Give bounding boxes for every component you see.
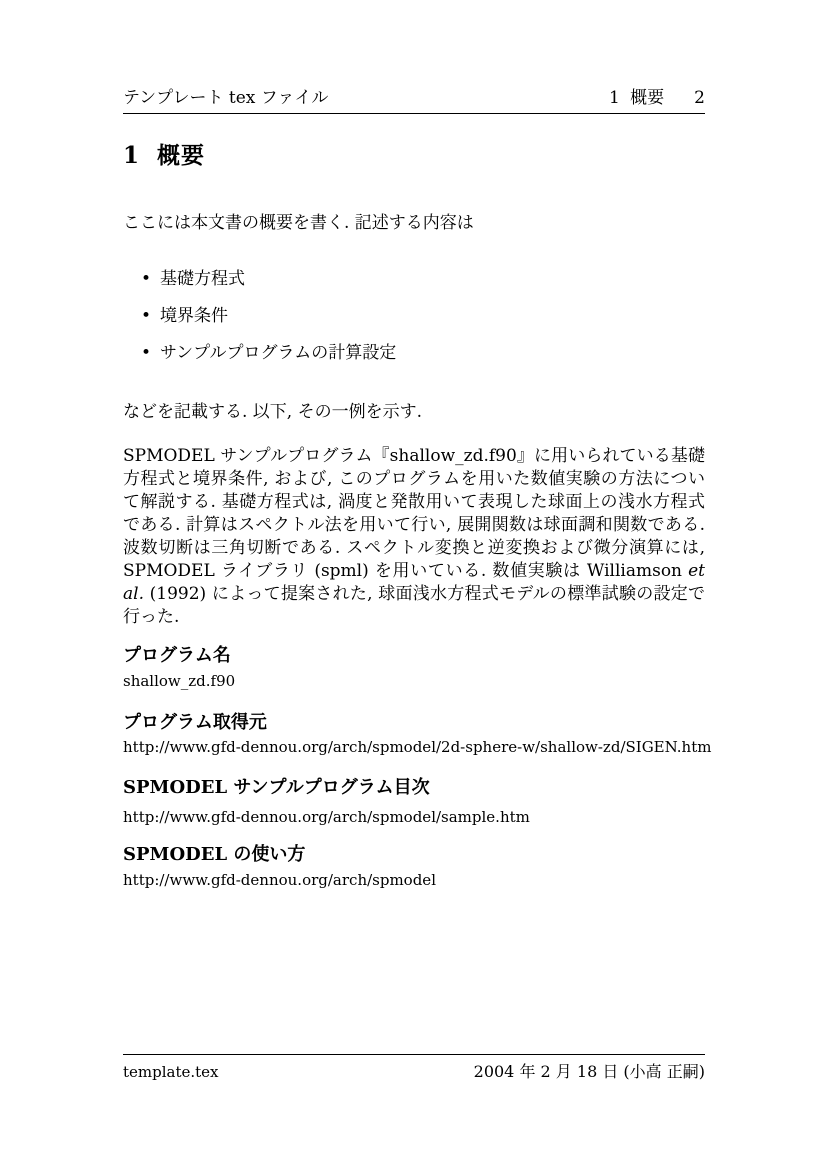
list-item-label: 基礎方程式 <box>160 269 245 289</box>
usage-url: http://www.gfd-dennou.org/arch/spmodel <box>123 871 436 889</box>
header-rule <box>123 113 705 114</box>
page-content <box>123 0 712 890</box>
subsection-heading-program-name: プログラム名 <box>123 645 231 666</box>
footer-date: 2004 年 2 月 18 日 (小高 正嗣) <box>473 1062 705 1081</box>
subsection-heading-program-source: プログラム取得元 <box>123 712 267 733</box>
program-name-value: shallow_zd.f90 <box>123 672 236 690</box>
footer-text-row <box>123 1055 705 1082</box>
header-section-ref: 1 概要 <box>608 88 665 108</box>
main-paragraph-text-2: (1992) によって提案された, 球面浅水方程式モデルの標準試験の設定で行った. <box>123 584 705 627</box>
header-title: テンプレート tex ファイル <box>123 88 329 108</box>
bullet-icon: • <box>141 343 152 363</box>
subsection-program-source <box>123 712 712 757</box>
bullet-icon: • <box>141 306 152 326</box>
header-right-group <box>609 88 705 108</box>
header-page-number: 2 <box>694 88 705 108</box>
page-footer <box>123 1054 705 1082</box>
subsection-program-name <box>123 646 705 691</box>
list-item <box>141 304 705 328</box>
list-item-label: サンプルプログラムの計算設定 <box>160 343 397 363</box>
bullet-icon: • <box>141 269 152 289</box>
section-heading <box>123 143 705 169</box>
main-paragraph <box>123 445 705 629</box>
program-source-url: http://www.gfd-dennou.org/arch/spmodel/2d-sphere-w/shallow-zd/SIGEN.htm <box>123 738 712 756</box>
bullet-list <box>123 267 705 365</box>
list-item <box>141 267 705 291</box>
sample-index-url: http://www.gfd-dennou.org/arch/spmodel/sample.htm <box>123 808 530 826</box>
after-list-paragraph: などを記載する. 以下, その一例を示す. <box>123 402 423 422</box>
footer-filename: template.tex <box>123 1063 219 1081</box>
list-item <box>141 341 705 365</box>
page-header <box>123 88 705 108</box>
intro-paragraph: ここには本文書の概要を書く. 記述する内容は <box>123 213 474 233</box>
subsection-heading-usage: SPMODEL の使い方 <box>123 844 306 865</box>
subsection-usage <box>123 845 705 890</box>
main-paragraph-text-1: SPMODEL サンプルプログラム『shallow_zd.f90』に用いられている基礎方程式と境界条件, および, このプログラムを用いた数値実験の方法について解説する. 基礎方程式は, 渦度と発散用いて表現した球面上の浅水方程式である. 計算はスペクトル法を用いて行い, 展開関数は球面調和関数である. 波数切断は三角切断である. スペクトル変換と逆変換および微分演算には, SPMODEL ライブラリ (spml) を用いている. 数値実験は Williamson <box>123 446 705 581</box>
subsection-heading-sample-index: SPMODEL サンプルプログラム目次 <box>123 777 430 798</box>
subsection-sample-index <box>123 778 705 827</box>
section-number: 1 <box>123 142 140 169</box>
list-item-label: 境界条件 <box>160 306 228 326</box>
et-al-citation: et al. <box>123 561 705 604</box>
section-title: 概要 <box>157 142 206 169</box>
